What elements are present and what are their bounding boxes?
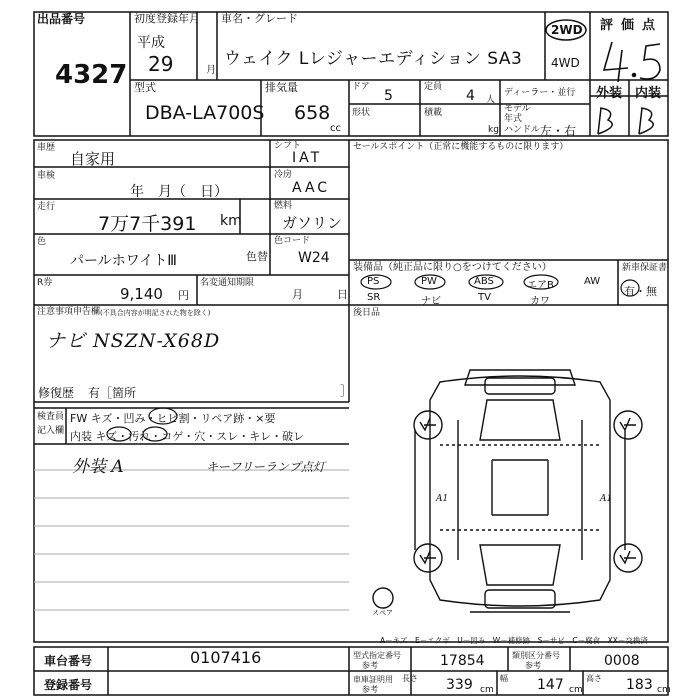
warranty-label: 新車保証書 [622, 263, 668, 273]
chassis-label: 車台番号 [44, 654, 93, 668]
color-change-label: 色替 [246, 250, 268, 263]
month-unit: 月 [206, 65, 216, 76]
cc-unit: cc [330, 123, 341, 134]
ac-value: AAC [292, 180, 331, 196]
width-label: 幅 [500, 674, 508, 683]
sales-point-title: セールスポイント（正常に機能するものに限ります） [353, 142, 569, 152]
warranty-value: 有・無 [624, 285, 657, 298]
displacement-label: 排気量 [265, 81, 298, 94]
color-label: 色 [37, 237, 47, 247]
type-label: 型式 [134, 81, 156, 94]
mileage-value: 7万7千391 [98, 213, 197, 235]
chassis-value: 0107416 [190, 648, 262, 667]
shift-label: シフト [274, 141, 302, 151]
equip-ps: PS [367, 276, 380, 287]
inspector-line-exterior: FW キズ・凹み・ヒビ割・リペア跡・×要 [70, 412, 276, 425]
equip-sr: SR [367, 292, 381, 303]
fuel-value: ガソリン [282, 214, 343, 232]
mileage-label: 走行 [37, 202, 56, 212]
exterior-grade [600, 110, 601, 111]
dims-ref: 参考 [362, 685, 378, 694]
equip-airbag: エアB [527, 280, 554, 291]
car-diagram [373, 370, 642, 612]
load-label: 積載 [424, 108, 443, 118]
spare-label: スペア [372, 609, 393, 617]
drive-4wd: 4WD [551, 56, 580, 70]
persons-unit: 人 [486, 95, 496, 105]
type-cert-label: 型式指定番号 [353, 651, 401, 660]
notes-label: 注意事項申告欄 [37, 307, 101, 317]
type-cert-value: 17854 [440, 653, 485, 669]
type-value: DBA-LA700S [145, 102, 265, 124]
registration-label: 登録番号 [44, 678, 93, 692]
postscript-label: 後日品 [353, 308, 381, 318]
class-value: 0008 [604, 653, 640, 669]
shift-value: IAT [292, 150, 323, 166]
equip-tv: TV [478, 292, 491, 303]
history-label: 車歴 [37, 143, 56, 153]
equip-abs: ABS [474, 276, 494, 287]
width-value: 147 [537, 677, 564, 693]
length-label: 長さ [402, 674, 418, 683]
repair-value: 有［箇所 [88, 386, 137, 400]
equip-leather: カワ [530, 296, 550, 307]
displacement-value: 658 [294, 102, 331, 124]
capacity-value: 4 [466, 88, 475, 104]
length-unit: cm [480, 685, 494, 695]
era-label: 平成 [137, 35, 165, 51]
damage-mark-left: A1 [436, 494, 449, 504]
doors-value: 5 [384, 88, 393, 104]
class-ref: 参考 [525, 661, 541, 670]
inspection-label: 車検 [37, 171, 56, 181]
width-unit: cm [569, 685, 583, 695]
notice-label: 名変通知期限 [200, 278, 255, 288]
inspector-label-2: 記入欄 [37, 426, 65, 436]
type-cert-ref: 参考 [362, 661, 378, 670]
interior-label: 内装 [635, 86, 662, 101]
notice-month: 月 [292, 288, 303, 301]
class-label: 類別区分番号 [512, 651, 560, 660]
repair-label: 修復歴 [38, 386, 75, 400]
equip-aw: AW [584, 276, 601, 287]
model-name-label: 車名・グレード [221, 12, 298, 25]
color-code-value: W24 [298, 250, 330, 266]
score-label: 評価点 [600, 18, 664, 33]
history-value: 自家用 [70, 150, 116, 168]
km-unit: km [220, 213, 242, 229]
notes-value: ナビ NSZN-X68D [46, 330, 221, 352]
height-unit: cm [657, 685, 671, 695]
first-reg-year: 29 [148, 52, 174, 76]
damage-legend: A－キズ E－エクボ U－凹み W－補修跡 S－サビ C－腐食 XX－交換済 [380, 636, 648, 645]
model-year-label: モデル年式 [504, 104, 531, 124]
fuel-label: 燃料 [274, 201, 293, 211]
capacity-label: 定員 [424, 82, 443, 92]
ac-label: 冷房 [274, 170, 293, 180]
notice-day: 日 [337, 288, 348, 301]
dims-label: 車庫証明用 [353, 675, 393, 684]
yen-unit: 円 [178, 289, 189, 302]
dealer-label: ディーラー・並行 [504, 88, 576, 98]
lot-number: 4327 [55, 60, 128, 90]
color-value: パールホワイトⅢ [70, 253, 177, 269]
equip-title: 装備品（純正品に限り○をつけてください） [353, 262, 552, 273]
interior-grade [640, 110, 641, 111]
length-value: 339 [446, 677, 473, 693]
lot-label: 出品番号 [37, 12, 86, 26]
repair-close: ］ [340, 384, 353, 398]
first-reg-label: 初度登録年月 [134, 12, 200, 25]
color-code-label: 色コード [274, 236, 311, 246]
inspection-value: 年 月（ 日） [130, 184, 228, 200]
recycle-value: 9,140 [120, 285, 163, 303]
inspector-label: 検査員 [37, 412, 65, 422]
handwritten-note: キーフリーランプ点灯 [206, 460, 325, 474]
doors-label: ドア [352, 82, 370, 92]
exterior-label: 外装 [596, 86, 623, 101]
shape-label: 形状 [352, 108, 371, 118]
model-name: ウェイク Lレジャーエディション SA3 [224, 49, 523, 69]
damage-mark-right: A1 [600, 494, 613, 504]
height-value: 183 [626, 677, 653, 693]
drive-2wd: 2WD [551, 23, 583, 37]
equip-navi: ナビ [421, 296, 441, 307]
notes-sub: (不具合内容が明記された物を除く) [100, 309, 211, 317]
recycle-label: R券 [37, 278, 53, 288]
kg-unit: kg [488, 125, 499, 135]
height-label: 高さ [586, 674, 602, 683]
score-value [596, 48, 598, 49]
equip-pw: PW [421, 276, 437, 287]
handle-value: 左・右 [540, 124, 577, 138]
handwritten-exterior: 外装 A [72, 457, 124, 477]
inspector-line-interior: 内装 キズ・汚れ・コゲ・穴・スレ・キレ・破レ [70, 430, 305, 443]
handle-label: ハンドル [504, 125, 541, 135]
